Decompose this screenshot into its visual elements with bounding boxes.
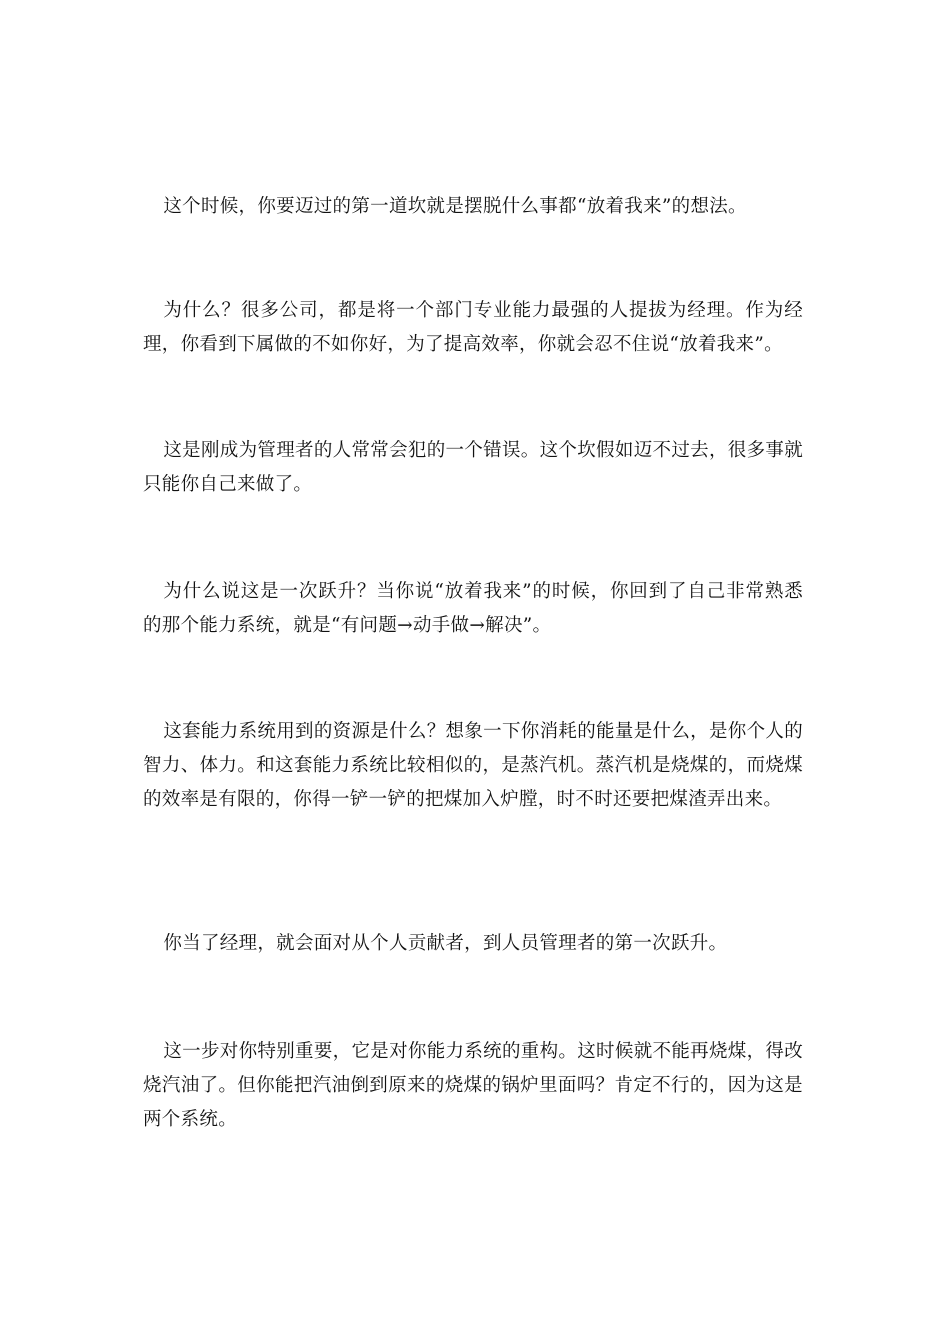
paragraph-6: 你当了经理，就会面对从个人贡献者，到人员管理者的第一次跃升。 — [163, 933, 728, 954]
paragraph-3: 这是刚成为管理者的人常常会犯的一个错误。这个坎假如迈不过去，很多事就只能你自己来做了。 — [143, 440, 803, 495]
paragraph-4: 为什么说这是一次跃升？当你说“放着我来”的时候，你回到了自己非常熟悉的那个能力系统，就是“有问题→动手做→解决”。 — [143, 581, 803, 636]
paragraph-7: 这一步对你特别重要，它是对你能力系统的重构。这时候就不能再烧煤，得改烧汽油了。但你能把汽油倒到原来的烧煤的锅炉里面吗？肯定不行的，因为这是两个系统。 — [143, 1041, 803, 1130]
paragraph-5: 这套能力系统用到的资源是什么？想象一下你消耗的能量是什么，是你个人的智力、体力。和这套能力系统比较相似的，是蒸汽机。蒸汽机是烧煤的，而烧煤的效率是有限的，你得一铲一铲的把煤加入炉膛，时不时还要把煤渣弄出来。 — [143, 721, 803, 810]
paragraph-2: 为什么？很多公司，都是将一个部门专业能力最强的人提拔为经理。作为经理，你看到下属做的不如你好，为了提高效率，你就会忍不住说“放着我来”。 — [143, 300, 803, 355]
paragraph-1: 这个时候，你要迈过的第一道坎就是摆脱什么事都“放着我来”的想法。 — [163, 196, 747, 217]
